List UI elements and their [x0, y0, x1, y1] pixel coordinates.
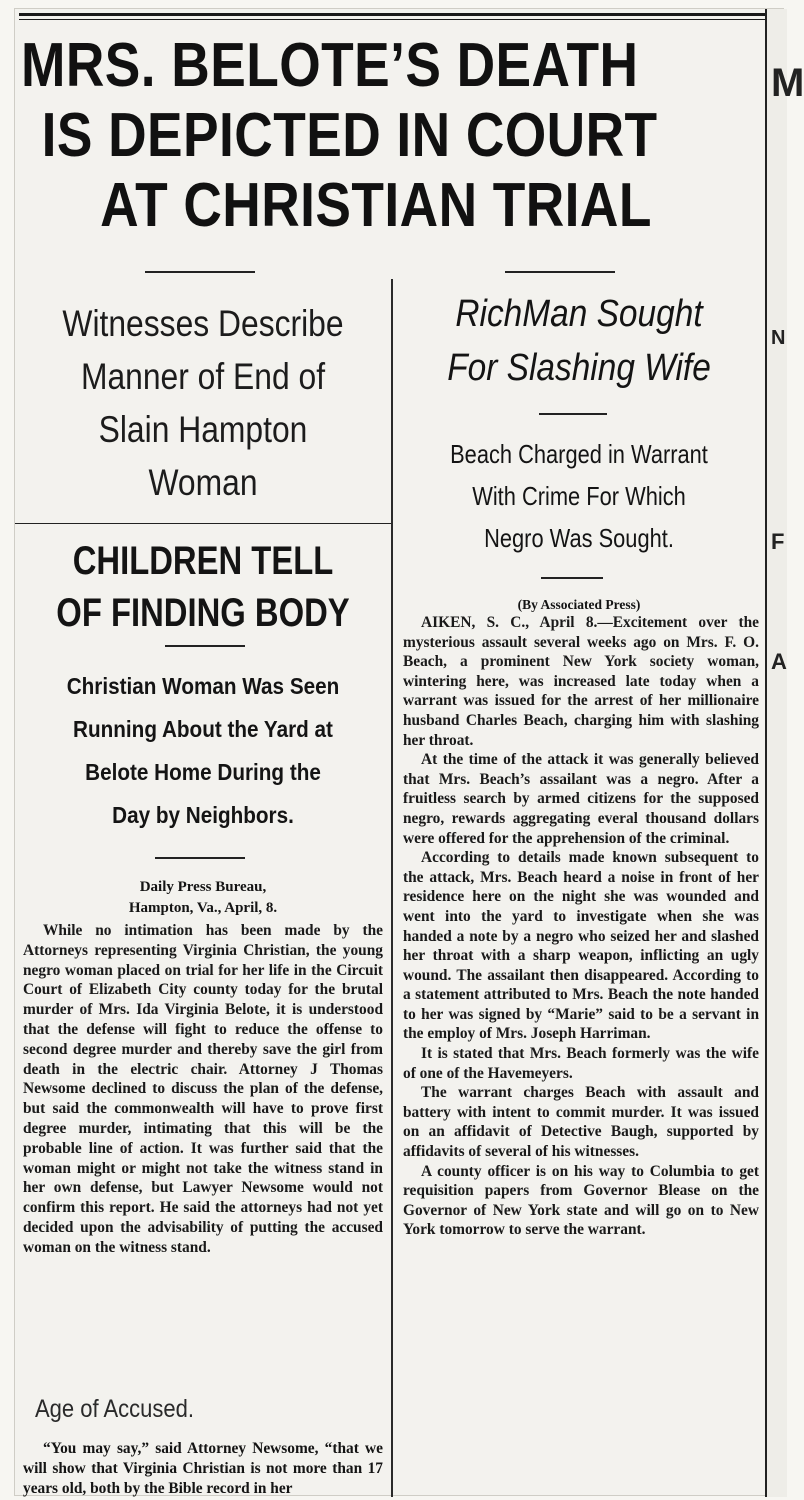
headline-line-3: AT CHRISTIAN TRIAL [100, 171, 652, 240]
paragraph: It is stated that Mrs. Beach formerly was the wife of one of the Havemeyers. [403, 1045, 759, 1082]
left-deck-line: Witnesses Describe [62, 303, 344, 344]
right-deck [393, 433, 765, 559]
right-headline-rule [539, 413, 607, 415]
right-deck-line: Beach Charged in Warrant [450, 439, 708, 469]
paragraph: At the time of the attack it was generally believed that Mrs. Beach’s assailant was a negro. After a fruitless search by armed citizens for the supposed negro, rewards aggregating everal thousand dollars were offered for the apprehension of the criminal. [403, 751, 759, 847]
deck-rule [155, 857, 245, 859]
top-rule [19, 13, 779, 16]
section-rule [15, 523, 391, 524]
fragment-letter: N [771, 327, 786, 349]
right-deck-rule [541, 577, 603, 579]
left-subhead [15, 535, 391, 639]
headline-rule-left [145, 271, 255, 273]
top-rule-thin [19, 19, 779, 20]
headline-rule-right [505, 271, 615, 273]
byline: (By Associated Press) [517, 597, 641, 612]
right-headline-line: RichMan Sought [455, 293, 703, 335]
dateline-line: Daily Press Bureau, [139, 879, 267, 895]
headline-line-2: IS DEPICTED IN COURT [41, 101, 658, 170]
left-deck2-line: Christian Woman Was Seen [66, 673, 340, 699]
left-deck-line: Slain Hampton [98, 409, 308, 450]
left-deck2-line: Belote Home During the [85, 759, 321, 785]
left-deck-line: Woman [148, 462, 258, 503]
left-subhead-line: CHILDREN TELL [72, 539, 334, 583]
newspaper-clipping [14, 8, 804, 1497]
left-deck [15, 297, 391, 509]
main-headline [21, 31, 657, 241]
paragraph: “You may say,” said Attorney Newsome, “that we will show that Virginia Christian is not more than 17 years old, both by the Bible record in her [23, 1440, 383, 1497]
fragment-letter: F [771, 529, 785, 554]
right-deck-line: Negro Was Sought. [484, 523, 674, 553]
paragraph: The warrant charges Beach with assault and battery with intent to commit murder. It was issued on an affidavit of Detective Baugh, supported by affidavits of several of his witnesses. [403, 1084, 759, 1161]
left-deck-line: Manner of End of [80, 356, 326, 397]
left-article-body-continued [23, 1439, 383, 1498]
left-deck-secondary [15, 665, 391, 837]
right-headline-line: For Slashing Wife [447, 347, 711, 389]
adjacent-column-fragment [765, 9, 804, 1497]
right-headline [393, 287, 765, 395]
right-article-body [403, 613, 759, 1240]
headline-line-1: MRS. BELOTE’S DEATH [21, 31, 639, 100]
fragment-letter: M [771, 61, 804, 105]
paragraph: According to details made known subsequent to the attack, Mrs. Beach heard a noise in front of her residence here on the night she was wounded and went into the yard to investigate when she was handed a note by a negro who seized her and slashed her throat with a sharp weapon, inflicting an ugly wound. The assailant then disappeared. According to a statement attributed to Mrs. Beach the note handed to her was signed by “Marie” said to be a servant in the employ of Mrs. Joseph Harriman. [403, 849, 759, 1043]
section-subhead: Age of Accused. [35, 1395, 195, 1423]
fragment-letter: A [771, 649, 787, 674]
left-deck2-line: Running About the Yard at [73, 716, 333, 742]
dateline [15, 877, 391, 919]
paragraph: While no intimation has been made by the Attorneys representing Virginia Christian, the young negro woman placed on trial for her life in the Circuit Court of Elizabeth City county today for the brutal murder of Mrs. Ida Virginia Belote, it is understood that the defense will fight to reduce the offense to second degree murder and thereby save the girl from death in the electric chair. Attorney J Thomas Newsome declined to discuss the plan of the defense, but said the commonwealth will have to prove first degree murder, intimating that this will be the probable line of action. It was further said that the woman might or might not take the witness stand in her own defense, but Lawyer Newsome would not confirm this report. He said the attorneys had not yet decided upon the advisability of putting the accused woman on the witness stand. [23, 922, 383, 1256]
left-article-body [23, 921, 383, 1258]
left-deck2-line: Day by Neighbors. [112, 802, 294, 828]
dateline-line: Hampton, Va., April, 8. [128, 900, 278, 916]
subhead-rule [165, 645, 245, 647]
right-deck-line: With Crime For Which [472, 481, 686, 511]
paragraph: A county officer is on his way to Columbia to get requisition papers from Governor Blease on the Governor of New York state and will go on to New York tomorrow to serve the warrant. [403, 1162, 759, 1239]
paragraph: AIKEN, S. C., April 8.—Excitement over the mysterious assault several weeks ago on Mrs. F. O. Beach, a prominent New York society woman, wintering here, was increased late today when a warrant was issued for the arrest of her millionaire husband Charles Beach, charging him with slashing her throat. [403, 614, 759, 749]
left-subhead-line: OF FINDING BODY [56, 591, 350, 635]
